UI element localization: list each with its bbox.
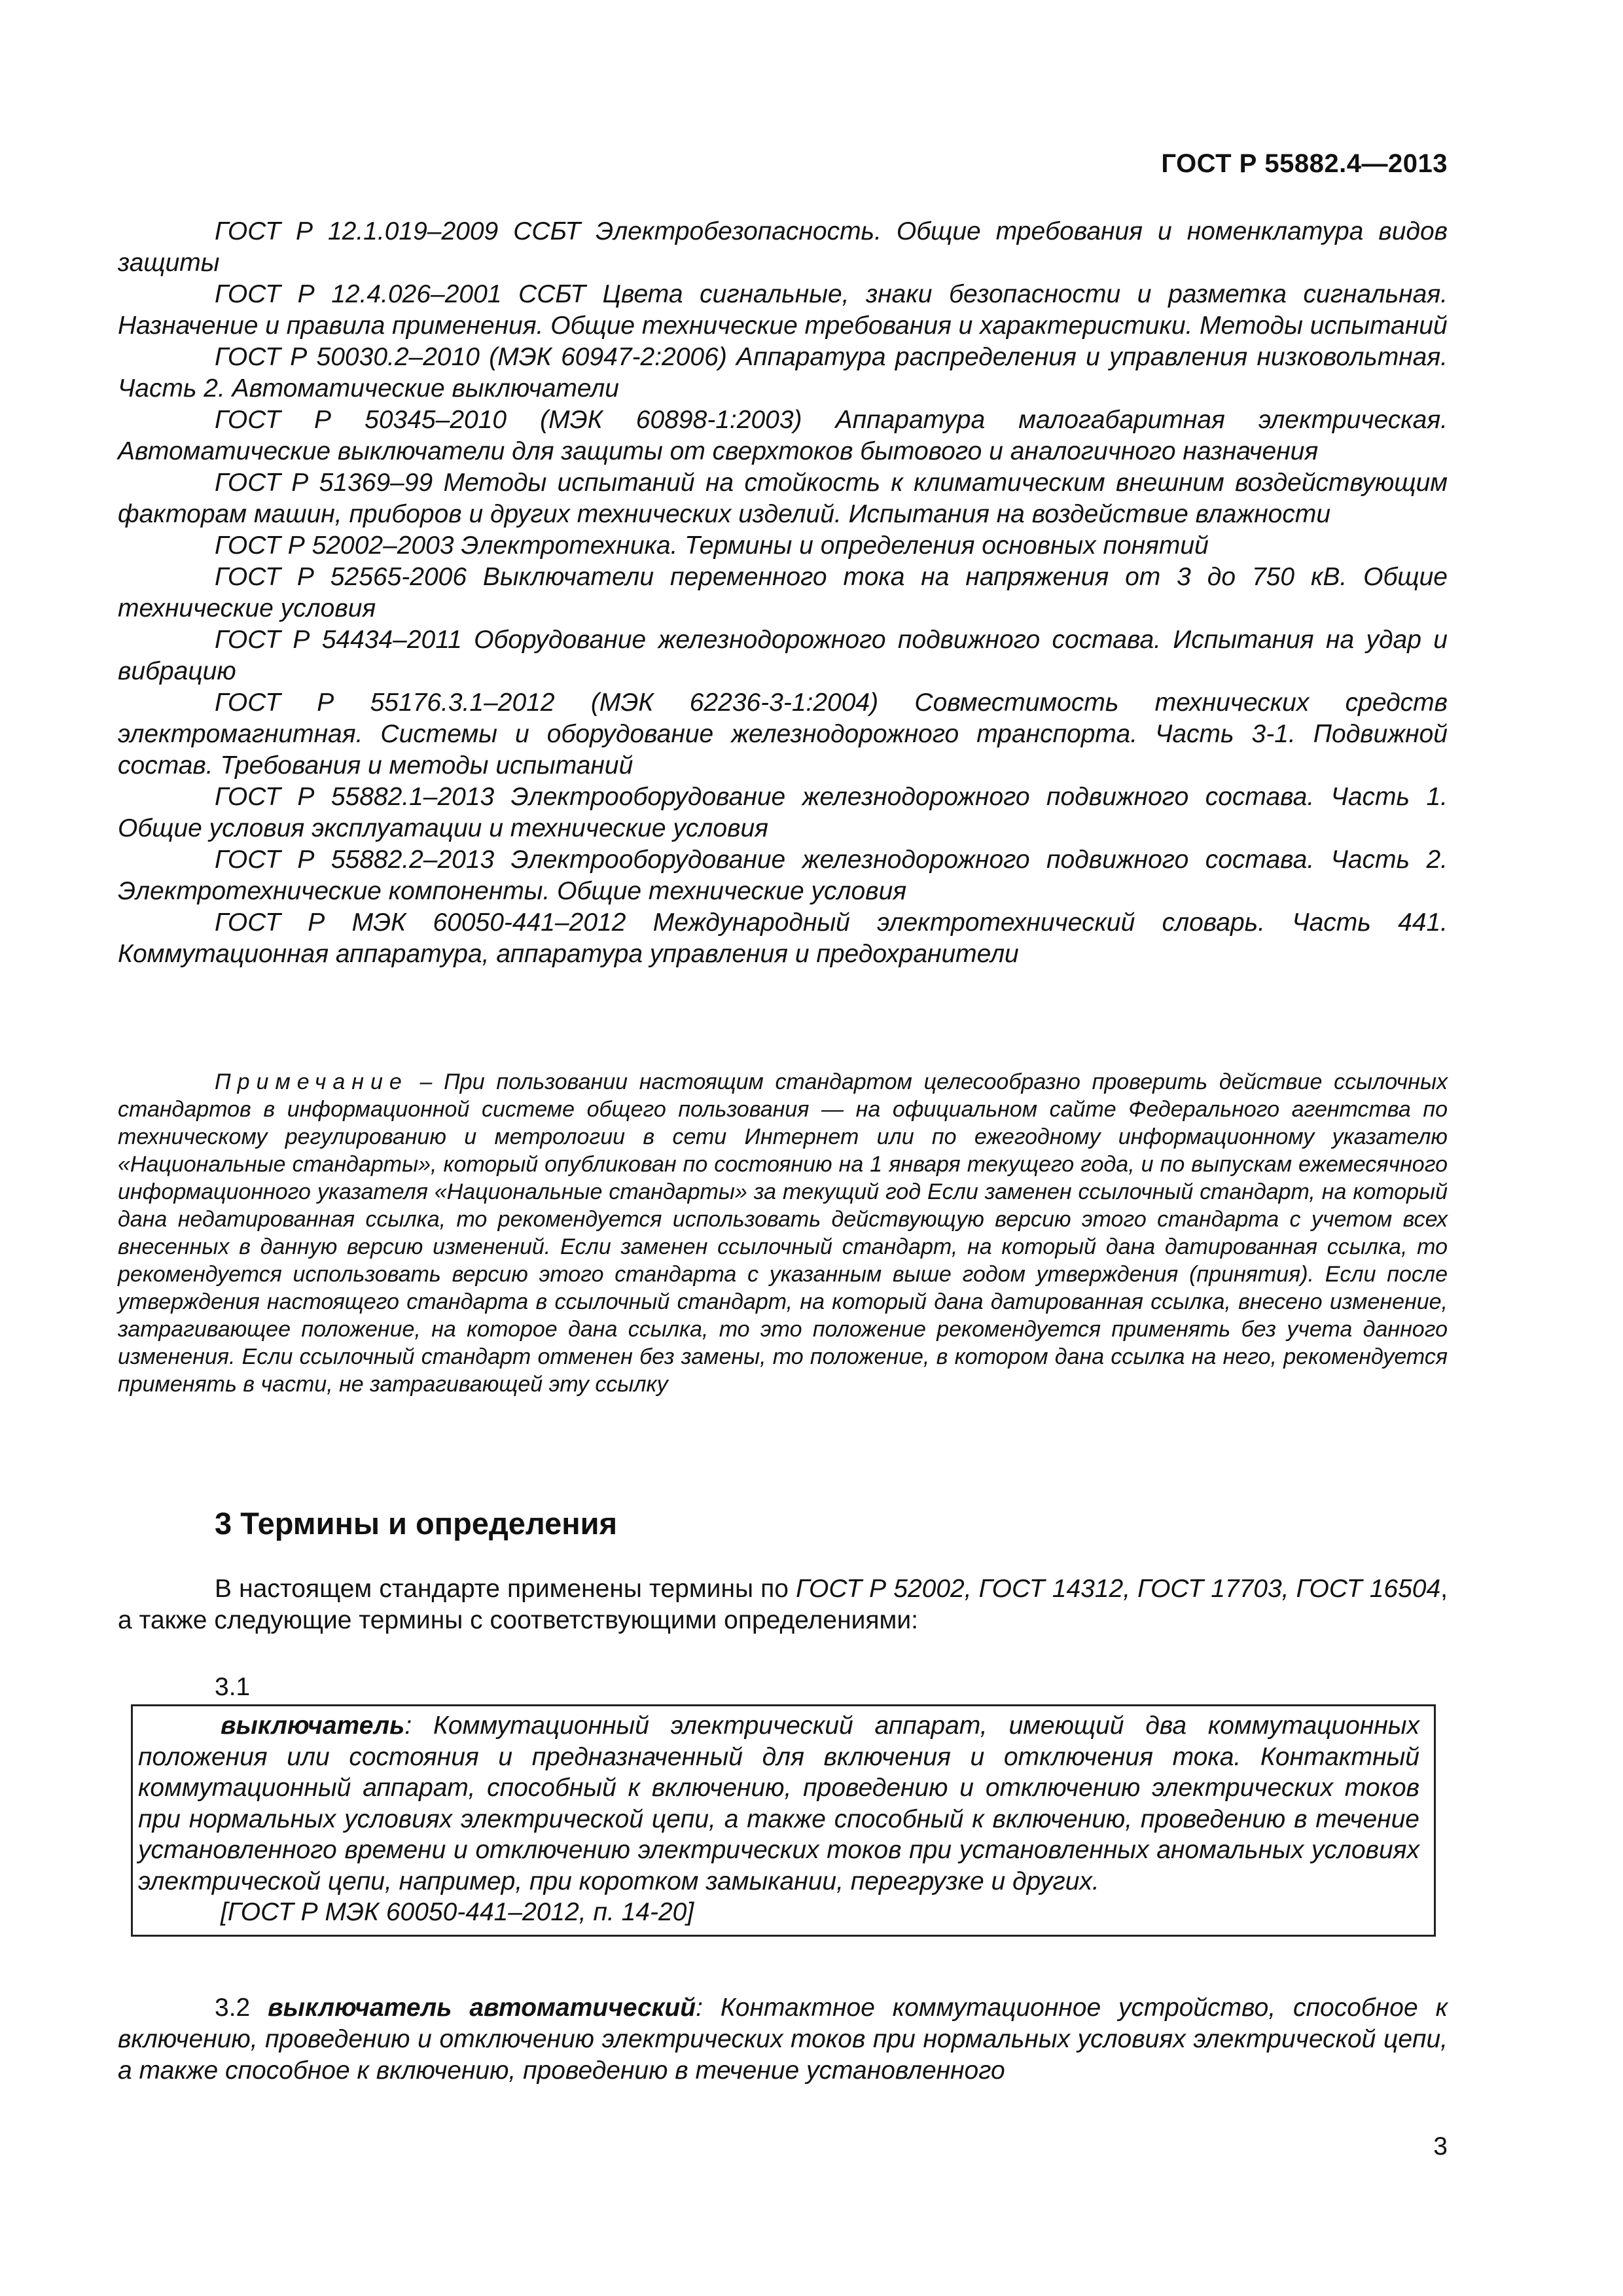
reference-item: ГОСТ Р 50345–2010 (МЭК 60898-1:2003) Аппаратура малогабаритная электрическая. Автоматические выключатели для защиты от сверхтоков бытового и аналогичного назначения (118, 406, 1448, 465)
term-name: выключатель (221, 1712, 405, 1740)
reference-item: ГОСТ Р 55882.1–2013 Электрооборудование железнодорожного подвижного состава. Часть 1. Общие условия эксплуатации и технические условия (118, 783, 1448, 842)
reference-item: ГОСТ Р МЭК 60050-441–2012 Международный электротехнический словарь. Часть 441. Коммутационная аппаратура, аппаратура управления и предохранители (118, 908, 1448, 968)
reference-item: ГОСТ Р 52565-2006 Выключатели переменного тока на напряжения от 3 до 750 кВ. Общие технические условия (118, 563, 1448, 622)
term-definition-2 (118, 1992, 1448, 2087)
intro-tail: , а также следующие термины с соответствующими определениями: (118, 1575, 1448, 1634)
term-name: выключатель автоматический (268, 1994, 696, 2022)
note-block (118, 1068, 1448, 1398)
page-number: 3 (1433, 2132, 1448, 2161)
reference-item: ГОСТ Р 55882.2–2013 Электрооборудование железнодорожного подвижного состава. Часть 2. Электротехнические компоненты. Общие технические условия (118, 846, 1448, 905)
note-paragraph (118, 1068, 1448, 1398)
term-definition (138, 1710, 1419, 1897)
reference-item: ГОСТ Р 55176.3.1–2012 (МЭК 62236-3-1:2004) Совместимость технических средств электромагнитная. Системы и оборудование железнодорожного транспорта. Часть 3-1. Подвижной состав. Требования и методы испытаний (118, 689, 1448, 780)
reference-item: ГОСТ Р 12.1.019–2009 ССБТ Электробезопасность. Общие требования и номенклатура видов защиты (118, 217, 1448, 277)
note-label: Примечание (215, 1069, 408, 1094)
reference-item: ГОСТ Р 12.4.026–2001 ССБТ Цвета сигнальные, знаки безопасности и разметка сигнальная. Назначение и правила применения. Общие технические требования и характеристики. Методы испытаний (118, 280, 1448, 340)
reference-item: ГОСТ Р 50030.2–2010 (МЭК 60947-2:2006) Аппаратура распределения и управления низковольтная. Часть 2. Автоматические выключатели (118, 343, 1448, 403)
reference-item: ГОСТ Р 52002–2003 Электротехника. Термины и определения основных понятий (215, 531, 1209, 560)
normative-references (118, 216, 1448, 970)
term-number: 3.2 (215, 1994, 268, 2022)
term-definition-text: : Коммутационный электрический аппарат, имеющий два коммутационных положения или состояния и предназначенный для включения и отключения тока. Контактный коммутационный аппарат, способный к включению, проведению и отключению электрических токов при нормальных условиях электрической цепи, а также способный к включению, проведению в течение установленного времени и отключению электрических токов при установленных аномальных условиях электрической цепи, например, при коротком замыкании, перегрузке и других. (138, 1712, 1419, 1895)
term-definition-box (131, 1704, 1436, 1937)
term-source: [ГОСТ Р МЭК 60050-441–2012, п. 14-20] (221, 1898, 694, 1926)
reference-item: ГОСТ Р 51369–99 Методы испытаний на стойкость к климатическим внешним воздействующим факторам машин, приборов и других технических изделий. Испытания на воздействие влажности (118, 469, 1448, 528)
term-number: 3.1 (215, 1673, 251, 1701)
section-title: 3 Термины и определения (215, 1506, 617, 1541)
intro-paragraph (118, 1573, 1448, 1636)
reference-item: ГОСТ Р 54434–2011 Оборудование железнодорожного подвижного состава. Испытания на удар и вибрацию (118, 626, 1448, 685)
intro-refs: ГОСТ Р 52002, ГОСТ 14312, ГОСТ 17703, ГОСТ 16504 (796, 1575, 1441, 1603)
term-definition-text: : Контактное коммутационное устройство, способное к включению, проведению и отключению электрических токов при нормальных условиях электрической цепи, а также способное к включению, проведению в течение установленного (118, 1994, 1448, 2085)
document-header: ГОСТ Р 55882.4—2013 (1161, 149, 1448, 178)
note-text: – При пользовании настоящим стандартом целесообразно проверить действие ссылочных стандартов в информационной системе общего пользования — на официальном сайте Федерального агентства по техническому регулированию и метрологии в сети Интернет или по ежегодному информационному указателю «Национальные стандарты», который опубликован по состоянию на 1 января текущего года, и по выпускам ежемесячного информационного указателя «Национальные стандарты» за текущий год Если заменен ссылочный стандарт, на который дана недатированная ссылка, то рекомендуется использовать действующую версию этого стандарта с учетом всех внесенных в данную версию изменений. Если заменен ссылочный стандарт, на который дана датированная ссылка, то рекомендуется использовать версию этого стандарта с указанным выше годом утверждения (принятия). Если после утверждения настоящего стандарта в ссылочный стандарт, на который дана датированная ссылка, внесено изменение, затрагивающее положение, на которое дана ссылка, то это положение рекомендуется применять без учета данного изменения. Если ссылочный стандарт отменен без замены, то положение, в котором дана ссылка на него, рекомендуется применять в части, не затрагивающей эту ссылку (118, 1069, 1448, 1397)
intro-lead: В настоящем стандарте применены термины по (215, 1575, 796, 1603)
